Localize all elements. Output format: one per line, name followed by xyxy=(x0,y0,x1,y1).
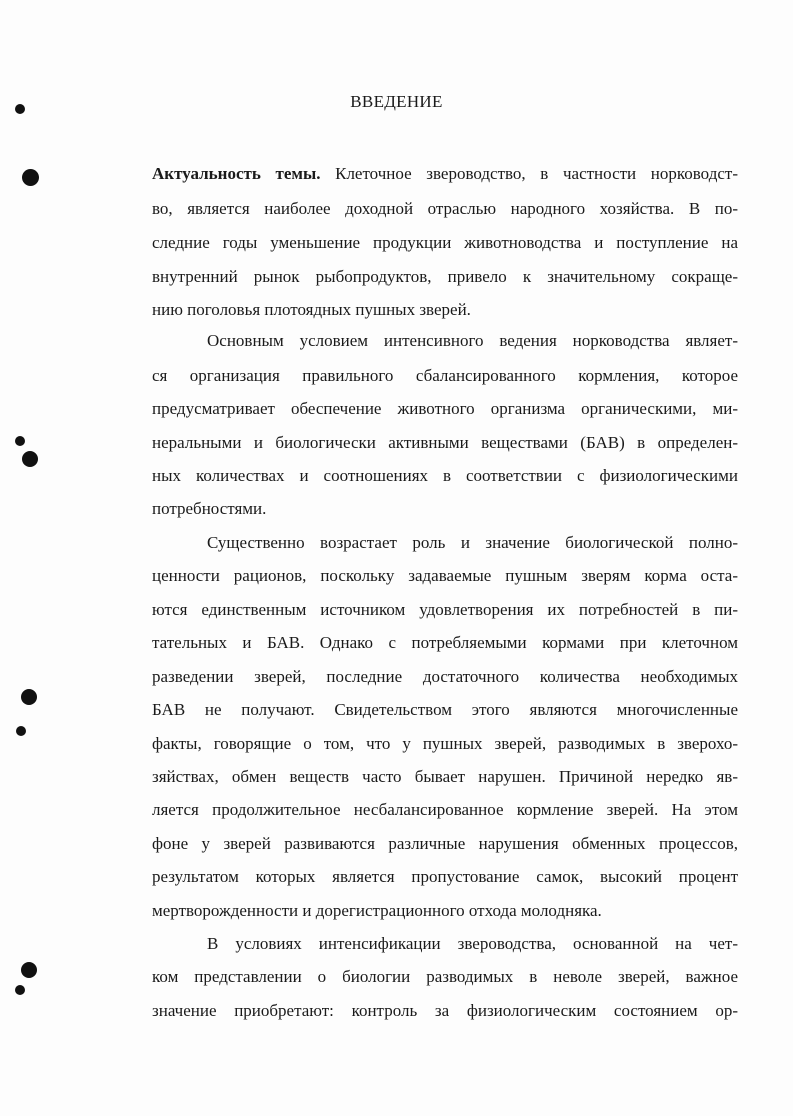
paragraph-line: БАВ не получают. Свидетельством этого являются многочисленные xyxy=(152,700,738,719)
paragraph-line: фоне у зверей развиваются различные нарушения обменных процессов, xyxy=(152,834,738,853)
paragraph-line: ных количествах и соотношениях в соответствии с физиологическими xyxy=(152,466,738,485)
paragraph-line: зяйствах, обмен веществ часто бывает нарушен. Причиной нередко яв- xyxy=(152,767,738,786)
paragraph-line: тательных и БАВ. Однако с потребляемыми кормами при клеточном xyxy=(152,633,738,652)
paragraph-line: ком представлении о биологии разводимых в неволе зверей, важное xyxy=(152,967,738,986)
punch-hole-mark xyxy=(15,436,25,446)
punch-hole-mark xyxy=(22,451,38,467)
paragraph-line: нию поголовья плотоядных пушных зверей. xyxy=(152,300,471,319)
punch-hole-mark xyxy=(22,169,39,186)
page-title: ВВЕДЕНИЕ xyxy=(350,92,443,111)
paragraph-line: Основным условием интенсивного ведения норководства являет- xyxy=(207,331,738,350)
punch-hole-mark xyxy=(21,962,37,978)
paragraph-line xyxy=(152,164,738,184)
paragraph-line: потребностями. xyxy=(152,499,267,518)
paragraph-line: внутренний рынок рыбопродуктов, привело к значительному сокраще- xyxy=(152,267,738,286)
punch-hole-mark xyxy=(21,689,37,705)
paragraph-line: во, является наиболее доходной отраслью народного хозяйства. В по- xyxy=(152,199,738,218)
paragraph-line: Существенно возрастает роль и значение биологической полно- xyxy=(207,533,738,552)
paragraph-line: ются единственным источником удовлетворения их потребностей в пи- xyxy=(152,600,738,619)
section-lead: Актуальность темы. xyxy=(152,164,321,183)
punch-hole-mark xyxy=(15,985,25,995)
paragraph-line: мертворожденности и дорегистрационного отхода молодняка. xyxy=(152,901,602,920)
paragraph-line: В условиях интенсификации звероводства, основанной на чет- xyxy=(207,934,738,953)
paragraph-line: следние годы уменьшение продукции животноводства и поступление на xyxy=(152,233,738,252)
paragraph-line: неральными и биологически активными веществами (БАВ) в определен- xyxy=(152,433,738,452)
punch-hole-mark xyxy=(16,726,26,736)
paragraph-line: ляется продолжительное несбалансированное кормление зверей. На этом xyxy=(152,800,738,819)
paragraph-line: ценности рационов, поскольку задаваемые пушным зверям корма оста- xyxy=(152,566,738,585)
paragraph-line: предусматривает обеспечение животного организма органическими, ми- xyxy=(152,399,738,418)
paragraph-line: значение приобретают: контроль за физиологическим состоянием ор- xyxy=(152,1001,738,1020)
paragraph-line: результатом которых является пропустование самок, высокий процент xyxy=(152,867,738,886)
paragraph-line: факты, говорящие о том, что у пушных зверей, разводимых в зверохо- xyxy=(152,734,738,753)
paragraph-line: разведении зверей, последние достаточного количества необходимых xyxy=(152,667,738,686)
paragraph-line: ся организация правильного сбалансированного кормления, которое xyxy=(152,366,738,385)
text-span: Клеточное звероводство, в частности норководст- xyxy=(320,164,738,183)
